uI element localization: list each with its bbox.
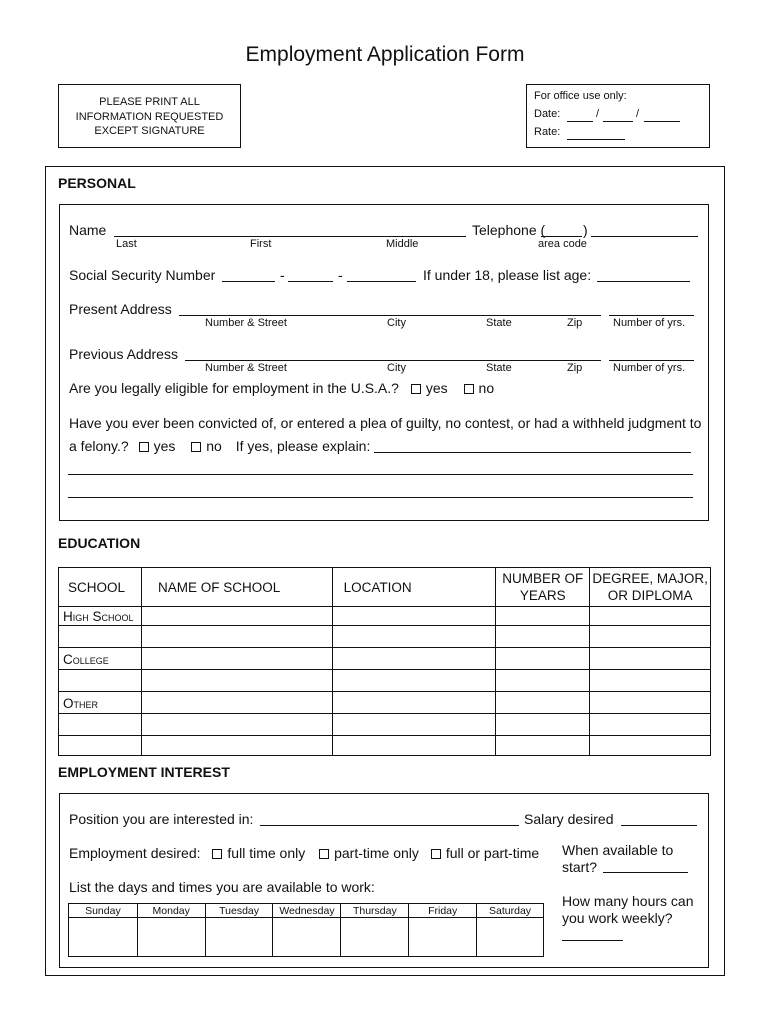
age-field[interactable] (597, 281, 690, 282)
convicted-question-line-2: a felony.? (69, 438, 129, 454)
table-cell[interactable] (496, 607, 590, 626)
table-row (59, 648, 711, 670)
day-header-thursday: Thursday (341, 904, 409, 918)
explain-field[interactable] (374, 452, 691, 453)
table-cell[interactable] (590, 607, 711, 626)
yes-label: yes (425, 380, 448, 396)
table-cell[interactable] (590, 670, 711, 692)
address-sub-state: State (486, 362, 512, 374)
convicted-row (69, 438, 370, 454)
office-use-heading: For office use only: (534, 90, 627, 102)
availability-cell[interactable] (69, 918, 138, 957)
previous-address-years-field[interactable] (609, 360, 694, 361)
page-title: Employment Application Form (245, 43, 525, 66)
eligible-no-checkbox[interactable] (464, 384, 474, 394)
present-address-years-field[interactable] (609, 315, 694, 316)
previous-address-field[interactable] (185, 360, 601, 361)
no-label: no (478, 380, 495, 396)
office-date-day-field[interactable] (603, 121, 633, 122)
address-sub-city: City (387, 362, 406, 374)
ssn-field-2[interactable] (288, 281, 333, 282)
education-heading: EDUCATION (58, 535, 141, 551)
name-sub-middle: Middle (386, 238, 419, 250)
address-sub-zip: Zip (567, 362, 583, 374)
address-sub-state: State (486, 317, 512, 329)
eligibility-row (69, 380, 494, 396)
available-start-line: start? (562, 859, 598, 875)
table-row (59, 736, 711, 756)
table-cell[interactable] (590, 736, 711, 756)
office-rate-field[interactable] (567, 139, 625, 140)
school-type-cell (59, 626, 142, 648)
ssn-field-3[interactable] (347, 281, 416, 282)
available-start-line: When available to (562, 842, 674, 858)
telephone-field[interactable] (591, 236, 698, 237)
name-sub-last: Last (116, 238, 137, 250)
office-date-year-field[interactable] (644, 121, 680, 122)
employment-desired-row (69, 845, 539, 861)
full-time-label: full time only (227, 845, 306, 861)
table-row (59, 692, 711, 714)
hours-question-line: How many hours can (562, 893, 694, 909)
table-cell[interactable] (496, 670, 590, 692)
table-cell[interactable] (141, 648, 332, 670)
table-cell[interactable] (141, 626, 332, 648)
address-sub-years: Number of yrs. (613, 317, 686, 329)
school-type-cell (59, 670, 142, 692)
available-start-label (562, 842, 673, 876)
col-header-name-of-school: NAME OF SCHOOL (141, 568, 332, 607)
previous-address-label: Previous Address (69, 346, 178, 362)
print-notice-line: INFORMATION REQUESTED (75, 110, 224, 123)
table-cell[interactable] (332, 607, 496, 626)
convicted-yes-checkbox[interactable] (139, 442, 149, 452)
eligible-yes-checkbox[interactable] (411, 384, 421, 394)
convicted-question-line-1: Have you ever been convicted of, or entered a plea of guilty, no contest, or had a withheld judgment to (69, 415, 702, 431)
availability-table (68, 903, 544, 957)
day-header-wednesday: Wednesday (273, 904, 341, 918)
hours-question (562, 893, 694, 927)
availability-cell[interactable] (205, 918, 273, 957)
telephone-close-paren: ) (583, 222, 588, 238)
print-notice-box (58, 84, 241, 148)
education-table (58, 567, 711, 756)
name-label: Name (69, 222, 107, 238)
table-cell[interactable] (496, 648, 590, 670)
employment-desired-label: Employment desired: (69, 845, 201, 861)
day-header-saturday: Saturday (477, 904, 544, 918)
school-type-cell: Other (59, 692, 142, 714)
table-cell[interactable] (332, 648, 496, 670)
availability-cell[interactable] (341, 918, 409, 957)
area-code-label: area code (538, 238, 587, 250)
table-cell[interactable] (141, 714, 332, 736)
table-cell[interactable] (332, 670, 496, 692)
employment-heading: EMPLOYMENT INTEREST (58, 764, 230, 780)
address-sub-city: City (387, 317, 406, 329)
table-cell[interactable] (590, 648, 711, 670)
table-cell[interactable] (496, 736, 590, 756)
table-row (59, 607, 711, 626)
school-type-cell (59, 736, 142, 756)
convicted-no-checkbox[interactable] (191, 442, 201, 452)
col-header-school: SCHOOL (59, 568, 142, 607)
availability-cell[interactable] (137, 918, 205, 957)
area-code-field[interactable] (541, 236, 582, 237)
full-or-part-time-label: full or part-time (445, 845, 540, 861)
office-use-box (526, 84, 710, 148)
table-cell[interactable] (332, 714, 496, 736)
part-time-checkbox[interactable] (319, 849, 329, 859)
table-row (69, 918, 544, 957)
table-cell[interactable] (141, 736, 332, 756)
col-header-years-line: NUMBER OF (502, 571, 584, 586)
explain-field-line-2[interactable] (68, 474, 693, 475)
hours-field[interactable] (562, 940, 623, 941)
table-cell[interactable] (496, 692, 590, 714)
col-header-degree-line: DEGREE, MAJOR, (592, 571, 708, 586)
col-header-location: LOCATION (332, 568, 496, 607)
day-header-tuesday: Tuesday (205, 904, 273, 918)
office-rate-label: Rate: (534, 126, 561, 138)
salary-field[interactable] (621, 825, 697, 826)
hours-question-line: you work weekly? (562, 910, 673, 926)
no-label: no (206, 438, 222, 454)
table-cell[interactable] (141, 607, 332, 626)
availability-cell[interactable] (409, 918, 477, 957)
col-header-years (496, 568, 590, 607)
yes-label: yes (153, 438, 176, 454)
table-cell[interactable] (141, 670, 332, 692)
eligibility-question: Are you legally eligible for employment in the U.S.A.? (69, 380, 399, 396)
table-cell[interactable] (590, 714, 711, 736)
ssn-dash: - (280, 267, 285, 283)
table-row (59, 670, 711, 692)
day-header-sunday: Sunday (69, 904, 138, 918)
address-sub-zip: Zip (567, 317, 583, 329)
availability-label: List the days and times you are available to work: (69, 879, 375, 895)
start-date-field[interactable] (603, 872, 688, 873)
position-label: Position you are interested in: (69, 811, 254, 827)
availability-cell[interactable] (477, 918, 544, 957)
availability-cell[interactable] (273, 918, 341, 957)
name-sub-first: First (250, 238, 272, 250)
school-type-cell (59, 714, 142, 736)
table-cell[interactable] (332, 736, 496, 756)
date-separator: / (636, 108, 640, 120)
table-cell[interactable] (141, 692, 332, 714)
office-date-month-field[interactable] (567, 121, 593, 122)
full-time-checkbox[interactable] (212, 849, 222, 859)
full-or-part-time-checkbox[interactable] (431, 849, 441, 859)
table-cell[interactable] (496, 714, 590, 736)
table-row (59, 714, 711, 736)
personal-heading: PERSONAL (58, 175, 136, 191)
print-notice-line: PLEASE PRINT ALL (99, 96, 200, 108)
date-separator: / (596, 108, 600, 120)
table-row (59, 626, 711, 648)
col-header-degree (590, 568, 711, 607)
salary-label: Salary desired (524, 811, 614, 827)
school-type-cell: College (59, 648, 142, 670)
col-header-degree-line: OR DIPLOMA (607, 588, 693, 603)
telephone-label: Telephone ( (472, 222, 546, 238)
ssn-label: Social Security Number (69, 267, 216, 283)
address-sub-street: Number & Street (205, 362, 287, 374)
under-18-label: If under 18, please list age: (423, 267, 592, 283)
day-header-monday: Monday (137, 904, 205, 918)
table-cell[interactable] (332, 692, 496, 714)
office-date-label: Date: (534, 108, 561, 120)
day-header-friday: Friday (409, 904, 477, 918)
table-cell[interactable] (496, 626, 590, 648)
explain-field-line-3[interactable] (68, 497, 693, 498)
present-address-label: Present Address (69, 301, 172, 317)
name-field[interactable] (114, 236, 466, 237)
school-type-cell: High School (59, 607, 142, 626)
ssn-dash: - (338, 267, 343, 283)
ssn-field-1[interactable] (222, 281, 275, 282)
col-header-years-line: YEARS (519, 588, 566, 603)
table-cell[interactable] (332, 626, 496, 648)
part-time-label: part-time only (334, 845, 419, 861)
print-notice-line: EXCEPT SIGNATURE (94, 125, 205, 137)
present-address-field[interactable] (179, 315, 601, 316)
address-sub-years: Number of yrs. (613, 362, 686, 374)
position-field[interactable] (260, 825, 519, 826)
explain-label: If yes, please explain: (235, 438, 371, 454)
table-cell[interactable] (590, 626, 711, 648)
table-cell[interactable] (590, 692, 711, 714)
address-sub-street: Number & Street (205, 317, 287, 329)
